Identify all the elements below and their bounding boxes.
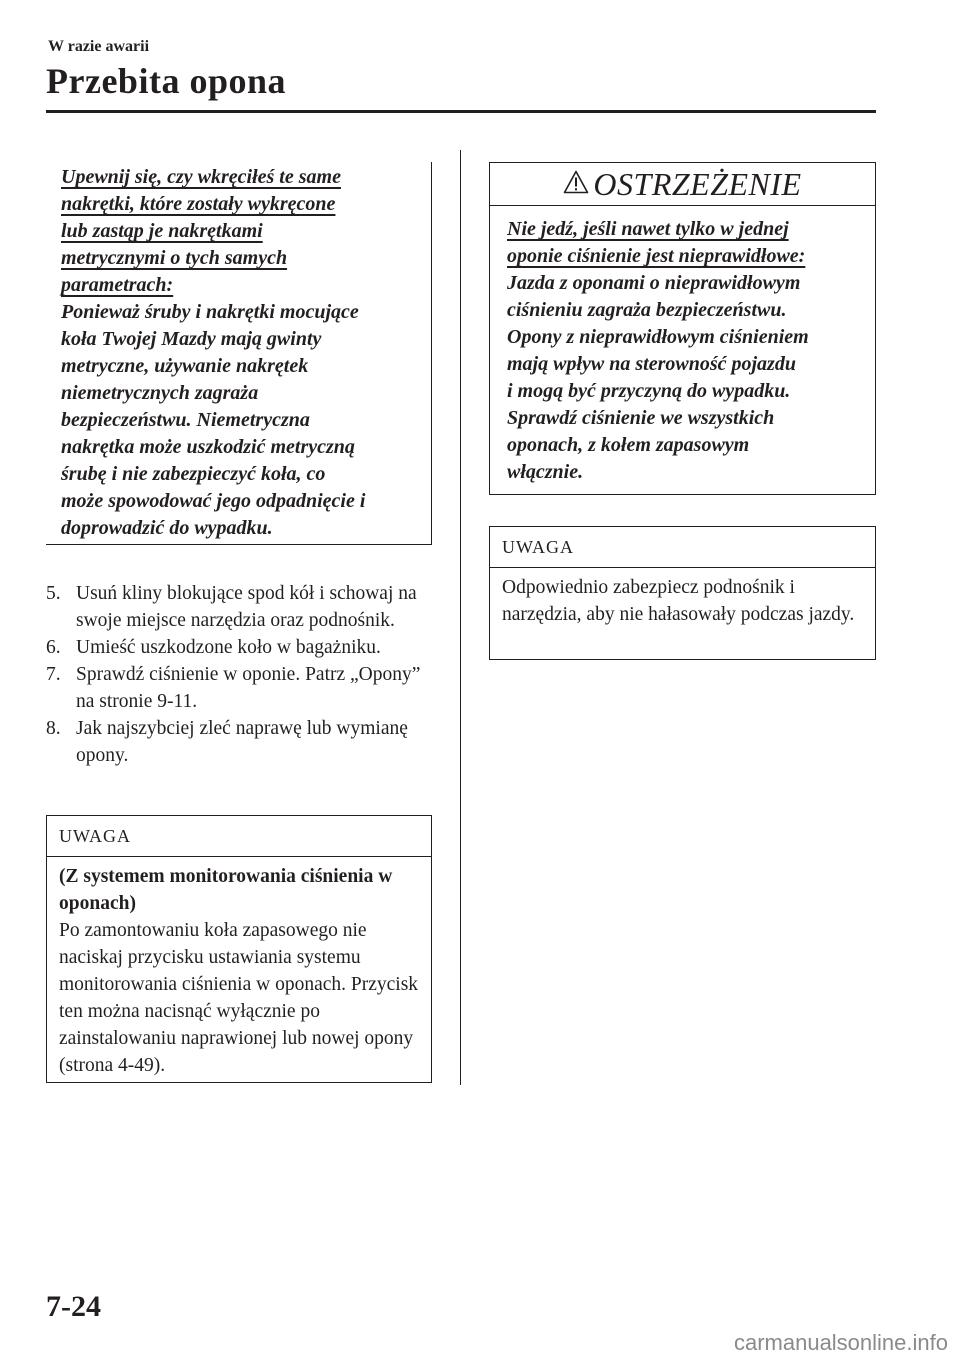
- warning-body-line: i mogą być przyczyną do wypadku.: [507, 380, 791, 402]
- warning-underlined-line: lub zastąp je nakrętkami: [61, 220, 263, 242]
- step-item: [46, 661, 436, 715]
- warning-body-line: Opony z nieprawidłowym ciśnieniem: [507, 326, 809, 348]
- warning-title: OSTRZEŻENIE: [593, 165, 802, 202]
- warning-body-line: Jazda z oponami o nieprawidłowym: [507, 272, 801, 294]
- step-text: Umieść uszkodzone koło w bagażniku.: [76, 637, 381, 658]
- step-text: Sprawdź ciśnienie w oponie. Patrz „Opony” na stronie 9-11.: [76, 664, 421, 712]
- note-heading: UWAGA: [490, 527, 875, 568]
- step-number: 8.: [46, 718, 61, 739]
- page-title: Przebita opona: [46, 61, 286, 101]
- watermark: carmanualsonline.info: [733, 1330, 948, 1355]
- step-text: Usuń kliny blokujące spod kół i schowaj na swoje miejsce narzędzia oraz podnośnik.: [76, 583, 417, 631]
- steps-list: [46, 580, 436, 769]
- step-item: [46, 634, 436, 661]
- warning-body-line: Ponieważ śruby i nakrętki mocujące: [61, 301, 359, 323]
- step-number: 7.: [46, 664, 61, 685]
- note-text: Odpowiednio zabezpiecz podnośnik i narzędzia, aby nie hałasowały podczas jazdy.: [502, 577, 855, 625]
- warning-underlined-line: oponie ciśnienie jest nieprawidłowe:: [507, 245, 806, 267]
- warning-box-pressure: [489, 162, 876, 495]
- warning-body-line: metryczne, używanie nakrętek: [61, 355, 309, 377]
- warning-underlined-line: Upewnij się, czy wkręciłeś te same: [61, 166, 341, 188]
- note-subheading: (Z systemem monitorowania ciśnienia w oponach): [59, 866, 393, 914]
- step-item: [46, 580, 436, 634]
- warning-body-line: bezpieczeństwu. Niemetryczna: [61, 409, 310, 431]
- warning-triangle-icon: [563, 170, 589, 199]
- column-divider: [460, 150, 461, 1085]
- warning-body-line: ciśnieniu zagraża bezpieczeństwu.: [507, 299, 787, 321]
- warning-body-line: koła Twojej Mazdy mają gwinty: [61, 328, 322, 350]
- note-heading: UWAGA: [47, 816, 431, 857]
- header-rule: [46, 110, 876, 113]
- note-text: Po zamontowaniu koła zapasowego nie naciskaj przycisku ustawiania systemu monitorowania ciśnienia w oponach. Przycisk ten można nacisnąć wyłącznie po zainstalowaniu naprawionej lub nowej opony (strona 4-49).: [59, 920, 419, 1076]
- warning-underlined-line: nakrętki, które zostały wykręcone: [61, 193, 336, 215]
- warning-box-continued: [46, 162, 432, 545]
- warning-body-line: śrubę i nie zabezpieczyć koła, co: [61, 463, 326, 485]
- warning-body-line: Sprawdź ciśnienie we wszystkich: [507, 407, 775, 429]
- warning-body-line: może spowodować jego odpadnięcie i: [61, 490, 366, 512]
- warning-body-line: oponach, z kołem zapasowym: [507, 434, 750, 456]
- warning-body-line: niemetrycznych zagraża: [61, 382, 259, 404]
- warning-underlined-line: Nie jedź, jeśli nawet tylko w jednej: [507, 218, 789, 240]
- warning-body-line: doprowadzić do wypadku.: [61, 517, 273, 539]
- warning-body-line: włącznie.: [507, 461, 584, 483]
- note-box-tpms: [46, 815, 432, 1083]
- warning-body-line: mają wpływ na sterowność pojazdu: [507, 353, 796, 375]
- section-label: W razie awarii: [48, 38, 150, 55]
- step-item: [46, 715, 436, 769]
- step-number: 5.: [46, 583, 61, 604]
- warning-underlined-line: metrycznymi o tych samych: [61, 247, 288, 269]
- page-number: 7-24: [46, 1290, 101, 1323]
- warning-title-bar: [490, 163, 875, 206]
- warning-body-line: nakrętka może uszkodzić metryczną: [61, 436, 355, 458]
- note-box-jack: [489, 526, 876, 660]
- step-number: 6.: [46, 637, 61, 658]
- warning-underlined-line: parametrach:: [61, 274, 174, 296]
- step-text: Jak najszybciej zleć naprawę lub wymianę opony.: [76, 718, 408, 766]
